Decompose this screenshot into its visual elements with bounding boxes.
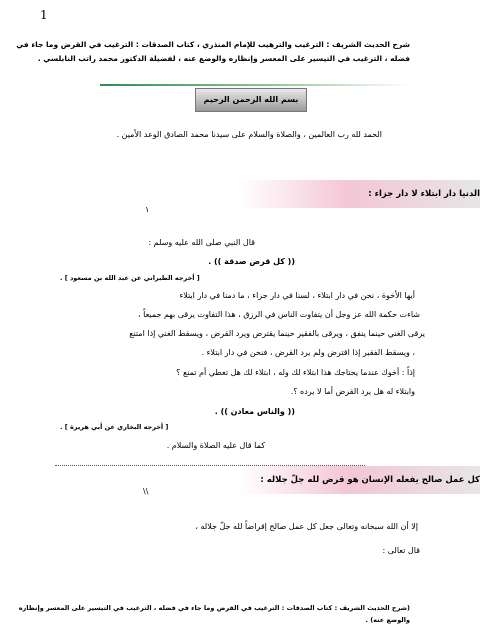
intro-paragraph: الحمد لله رب العالمين ، والصلاة والسلام على سيدنا محمد الصادق الوعد الأمين . (116, 130, 382, 139)
paragraph-line: قال تعالى : (382, 546, 420, 555)
header-note: شرح الحديث الشريف : الترغيب والترهيب للإمام المنذري ، كتاب الصدقات : الترغيب في القرض وما جاء في فضله ، الترغيب في التيسير على المعسر وإنظاره والوضع عنه ، لفضيلة الدكتور محمد راتب النابلسي . (16, 40, 410, 63)
paragraph-line: إلا أن الله سبحانه وتعالى جعل كل عمل صالح إقراضاً لله جلّ جلاله ، (195, 522, 418, 531)
quote-intro: قال النبي صلى الله عليه وسلم : (148, 238, 255, 247)
header-divider (100, 84, 410, 86)
hadith-text: (( والناس معادن )) . (214, 407, 295, 416)
paragraph-line: شاءت حكمة الله عز وجل أن يتفاوت الناس في الرزق ، هذا التفاوت يرقى بهم جميعاً ، (138, 310, 420, 319)
section1-title: الدنيا دار ابتلاء لا دار جزاء : (368, 189, 480, 199)
hadith-text: (( كل قرض صدقة )) . (208, 257, 295, 266)
paragraph-line: يرقى الغني حينما ينفق ، ويرقى بالفقير حينما يقترض ويرد القرض ، ويسقط الغني إذا امتنع (129, 329, 425, 338)
footer-note: (شرح الحديث الشريف : كتاب الصدقات : الترغيب في القرض وما جاء في فضله ، الترغيب في التيسير على المعسر وإنظاره والوضع عنه) . (18, 604, 410, 624)
paragraph-line: وابتلاء له هل يرد القرض أما لا يرده ؟. (290, 387, 415, 396)
footnote-marker: \\ (143, 487, 149, 496)
paragraph-line: كما قال عليه الصلاة والسلام . (166, 441, 265, 450)
section2-title: كل عمل صالح يفعله الإنسان هو قرض لله جلّ جلاله : (260, 475, 480, 485)
hadith-source: [ أخرجه الطبراني عن عبد الله بن مسعود ] . (60, 274, 200, 282)
footnote-marker: ١ (145, 205, 150, 214)
paragraph-line: أيها الأخوة ، نحن في دار ابتلاء ، لسنا في دار جزاء ، ما دمنا في دار ابتلاء (179, 291, 415, 300)
page-number: 1 (40, 8, 48, 22)
paragraph-line: ، ويسقط الفقير إذا اقترض ولم يرد القرض ، فنحن في دار ابتلاء . (201, 348, 415, 357)
hadith-source: [ أخرجه البخاري عن أبي هريرة ] . (60, 423, 169, 431)
basmala-box: بسم الله الرحمن الرحيم (195, 88, 307, 112)
paragraph-line: إذاً : أخوك عندما يحتاجك هذا ابتلاء لك وله ، ابتلاء لك هل تعطي أم تمنع ؟ (176, 368, 415, 377)
